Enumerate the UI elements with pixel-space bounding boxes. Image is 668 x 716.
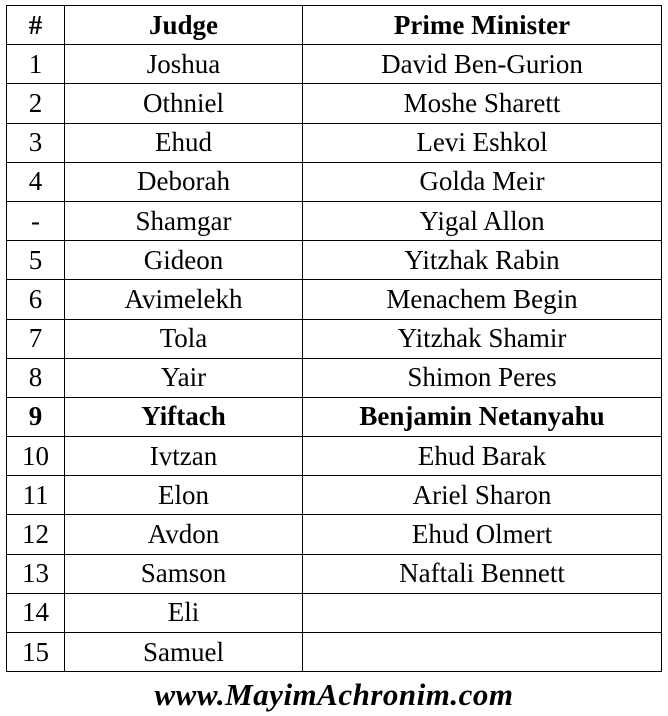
judge-name: Gideon	[65, 241, 303, 280]
table-row	[7, 633, 662, 672]
judge-name: Ivtzan	[65, 437, 303, 476]
row-number: 3	[7, 123, 65, 162]
prime-minister-name	[303, 593, 662, 632]
row-number: 5	[7, 241, 65, 280]
table-row	[7, 397, 662, 436]
prime-minister-name: Ehud Barak	[303, 437, 662, 476]
prime-minister-name: David Ben-Gurion	[303, 45, 662, 84]
table-row	[7, 84, 662, 123]
table-row	[7, 241, 662, 280]
row-number: 13	[7, 554, 65, 593]
judge-name: Deborah	[65, 162, 303, 201]
judge-name: Samson	[65, 554, 303, 593]
row-number: 1	[7, 45, 65, 84]
judge-name: Yiftach	[65, 397, 303, 436]
judge-name: Avimelekh	[65, 280, 303, 319]
row-number: 4	[7, 162, 65, 201]
judges-prime-ministers-table	[6, 5, 662, 672]
prime-minister-name: Ariel Sharon	[303, 476, 662, 515]
table-row	[7, 437, 662, 476]
prime-minister-name: Yigal Allon	[303, 201, 662, 240]
judge-name: Yair	[65, 358, 303, 397]
table-row	[7, 476, 662, 515]
table-row	[7, 45, 662, 84]
table-row	[7, 123, 662, 162]
row-number: 9	[7, 397, 65, 436]
judge-name: Ehud	[65, 123, 303, 162]
judge-name: Othniel	[65, 84, 303, 123]
prime-minister-name: Naftali Bennett	[303, 554, 662, 593]
table-row	[7, 319, 662, 358]
header-number: #	[7, 6, 65, 45]
prime-minister-name: Shimon Peres	[303, 358, 662, 397]
prime-minister-name: Benjamin Netanyahu	[303, 397, 662, 436]
header-prime-minister: Prime Minister	[303, 6, 662, 45]
row-number: 15	[7, 633, 65, 672]
table-body	[7, 45, 662, 672]
row-number: 14	[7, 593, 65, 632]
judge-name: Eli	[65, 593, 303, 632]
row-number: 12	[7, 515, 65, 554]
table-row	[7, 201, 662, 240]
prime-minister-name: Ehud Olmert	[303, 515, 662, 554]
prime-minister-name	[303, 633, 662, 672]
prime-minister-name: Yitzhak Rabin	[303, 241, 662, 280]
table-row	[7, 554, 662, 593]
row-number: 10	[7, 437, 65, 476]
judge-name: Avdon	[65, 515, 303, 554]
row-number: 2	[7, 84, 65, 123]
row-number: 11	[7, 476, 65, 515]
prime-minister-name: Menachem Begin	[303, 280, 662, 319]
judge-name: Shamgar	[65, 201, 303, 240]
website-footer: www.MayimAchronim.com	[154, 677, 514, 712]
row-number: 6	[7, 280, 65, 319]
header-row	[7, 6, 662, 45]
prime-minister-name: Levi Eshkol	[303, 123, 662, 162]
judge-name: Tola	[65, 319, 303, 358]
judge-name: Samuel	[65, 633, 303, 672]
prime-minister-name: Golda Meir	[303, 162, 662, 201]
table-row	[7, 515, 662, 554]
judge-name: Elon	[65, 476, 303, 515]
row-number: 7	[7, 319, 65, 358]
header-judge: Judge	[65, 6, 303, 45]
prime-minister-name: Moshe Sharett	[303, 84, 662, 123]
table-row	[7, 280, 662, 319]
row-number: 8	[7, 358, 65, 397]
row-number: -	[7, 201, 65, 240]
table-row	[7, 593, 662, 632]
table-row	[7, 358, 662, 397]
table-row	[7, 162, 662, 201]
judge-name: Joshua	[65, 45, 303, 84]
prime-minister-name: Yitzhak Shamir	[303, 319, 662, 358]
